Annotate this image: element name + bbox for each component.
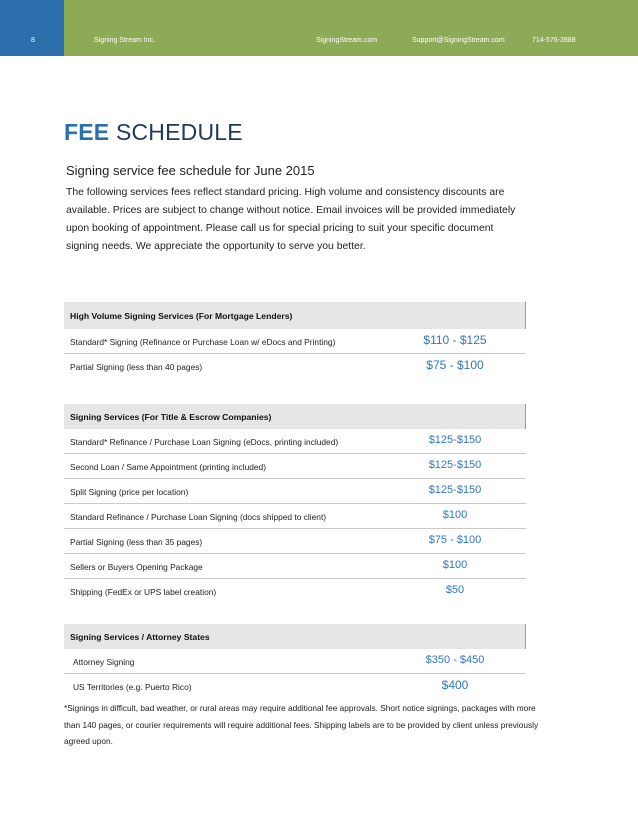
table-heading	[64, 404, 526, 429]
table-row	[64, 329, 526, 354]
table-heading-label: High Volume Signing Services (For Mortgage Lenders)	[70, 311, 293, 321]
service-label: Standard* Refinance / Purchase Loan Signing (eDocs, printing included)	[70, 437, 339, 447]
service-label: Standard Refinance / Purchase Loan Signing (docs shipped to client)	[70, 512, 327, 522]
table-row	[64, 454, 526, 479]
service-label: US Territories (e.g. Puerto Rico)	[73, 682, 192, 692]
intro-paragraph: The following services fees reflect standard pricing. High volume and consistency discounts are available. Prices are subject to change without notice. Email invoices will be provided immediately upon booking of appointment. Please call us for special pricing to suit your specific document signing needs. We appreciate the opportunity to serve you better.	[66, 187, 516, 252]
header-info-strip	[0, 33, 638, 53]
service-price: $50	[445, 584, 465, 596]
company-name: Signing Stream Inc.	[94, 37, 156, 44]
service-label: Partial Signing (less than 35 pages)	[70, 537, 203, 547]
service-price: $125-$150	[428, 484, 482, 496]
service-label: Split Signing (price per location)	[70, 487, 189, 497]
service-price: $100	[442, 509, 468, 521]
page-number: 8	[31, 37, 35, 44]
phone-number[interactable]: 714-576-2888	[532, 37, 576, 44]
website-link[interactable]: SigningStream.com	[316, 37, 378, 44]
service-price: $75 - $100	[428, 534, 482, 546]
service-price: $125-$150	[428, 459, 482, 471]
page-title-part-1: FEE	[64, 119, 110, 145]
table-heading	[64, 624, 526, 649]
table-row	[64, 579, 526, 604]
table-heading-label: Signing Services (For Title & Escrow Companies)	[70, 412, 272, 422]
service-label: Second Loan / Same Appointment (printing included)	[70, 462, 267, 472]
service-price: $100	[442, 559, 468, 571]
table-row	[64, 479, 526, 504]
service-label: Standard* Signing (Refinance or Purchase Loan w/ eDocs and Printing)	[70, 337, 336, 347]
table-row	[64, 529, 526, 554]
table-row	[64, 554, 526, 579]
service-label: Shipping (FedEx or UPS label creation)	[70, 587, 217, 597]
footnote: *Signings in difficult, bad weather, or rural areas may require additional fee approvals. Short notice signings, packages with more than 140 pages, or courier requirements will require additional fees. Shipping labels are to be provided by client unless previously agreed upon.	[64, 703, 539, 746]
service-price: $350 - $450	[425, 654, 485, 666]
service-price: $125-$150	[428, 434, 482, 446]
service-label: Attorney Signing	[73, 657, 135, 667]
service-price: $110 - $125	[423, 333, 487, 347]
page-title-part-2: SCHEDULE	[115, 119, 243, 145]
table-row	[64, 429, 526, 454]
table-row	[64, 354, 526, 379]
service-price: $400	[441, 678, 469, 692]
service-label: Sellers or Buyers Opening Package	[70, 562, 203, 572]
service-price: $75 - $100	[426, 358, 484, 372]
service-label: Partial Signing (less than 40 pages)	[70, 362, 203, 372]
support-email-link[interactable]: Support@SigningStream.com	[412, 37, 505, 44]
table-row	[64, 649, 526, 674]
table-row	[64, 504, 526, 529]
page-title	[64, 119, 243, 146]
schedule-subtitle: Signing service fee schedule for June 2015	[66, 163, 315, 178]
table-heading	[64, 302, 526, 329]
table-heading-label: Signing Services / Attorney States	[70, 632, 210, 642]
table-row	[64, 674, 526, 699]
